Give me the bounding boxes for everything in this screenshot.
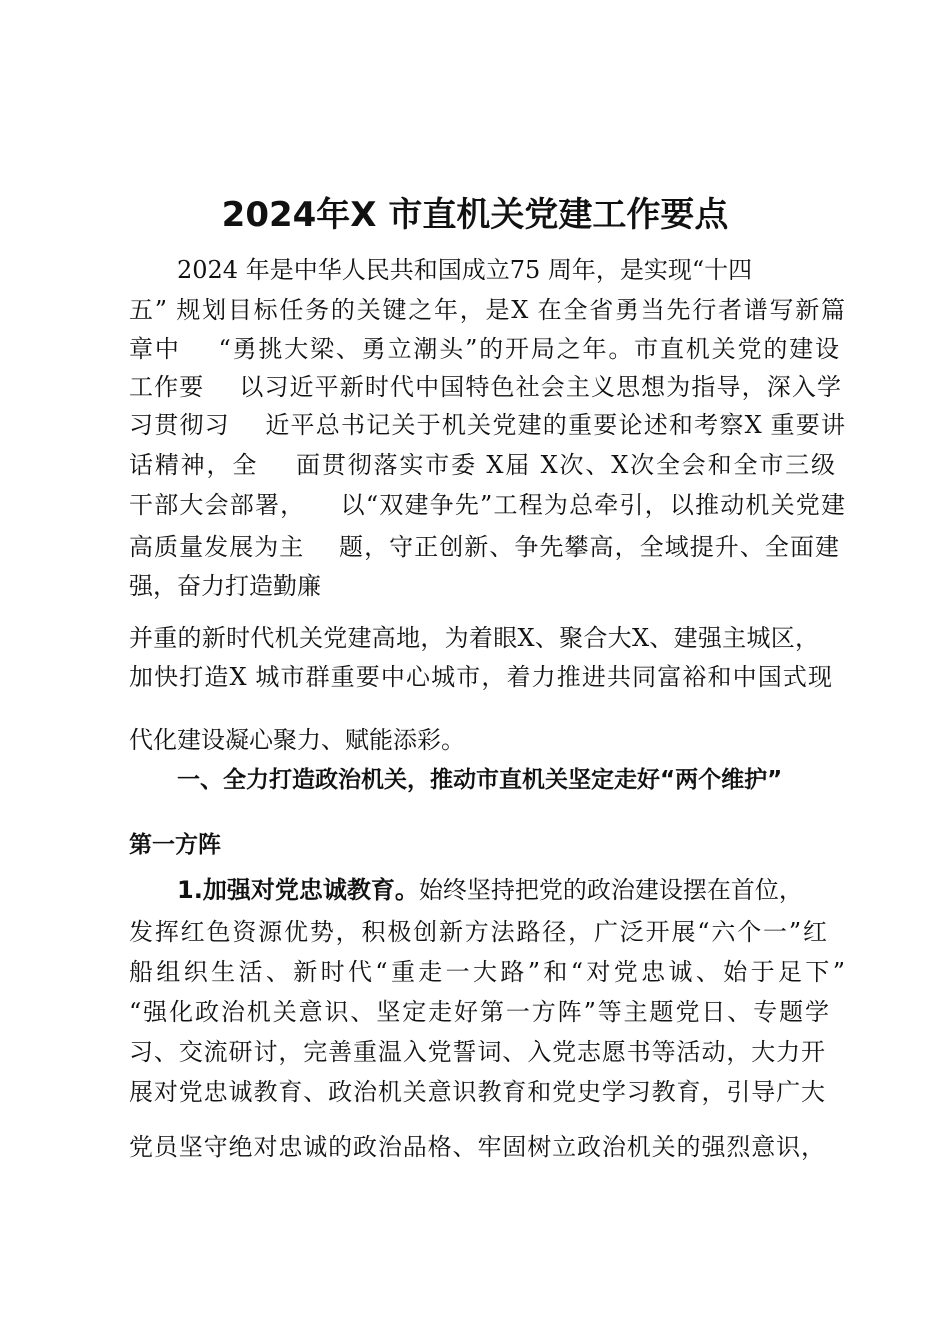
document-title: 2024年X 市直机关党建工作要点: [221, 195, 729, 235]
intro-line: 加快打造X 城市群重要中心城市，着力推进共同富裕和中国式现: [129, 663, 832, 691]
section-heading: 一、全力打造政治机关，推动市直机关坚定走好“两个维护”: [177, 767, 783, 793]
item-first-line-rest: 始终坚持把党的政治建设摆在首位，: [418, 876, 803, 904]
intro-line: 话精神，全 面贯彻落实市委 X届 X次、X次全会和全市三级: [129, 451, 835, 479]
intro-line: 并重的新时代机关党建高地，为着眼X、聚合大X、建强主城区，: [129, 624, 819, 652]
item-line: 习、交流研讨，完善重温入党誓词、入党志愿书等活动，大力开: [129, 1038, 825, 1066]
item-line: 发挥红色资源优势，积极创新方法路径，广泛开展“六个一”红: [129, 918, 827, 946]
intro-line: 工作要 以习近平新时代中国特色社会主义思想为指导，深入学: [129, 373, 841, 401]
section-subheading: 第一方阵: [129, 832, 221, 858]
item-line: 船组织生活、新时代“重走一大路”和“对党忠诚、始于足下”: [129, 958, 845, 986]
item-line: 展对党忠诚教育、政治机关意识教育和党史学习教育，引导广大: [129, 1078, 825, 1106]
item-line: 党员坚守绝对忠诚的政治品格、牢固树立政治机关的强烈意识，: [129, 1133, 825, 1161]
item-line: “强化政治机关意识、坚定走好第一方阵”等主题党日、专题学: [129, 998, 829, 1026]
intro-line: 五” 规划目标任务的关键之年，是X 在全省勇当先行者谱写新篇: [129, 296, 845, 324]
item-lead: 1.加强对党忠诚教育。: [177, 876, 419, 904]
item-first-line: [177, 876, 827, 904]
intro-line: 章中 “勇挑大梁、勇立潮头”的开局之年。市直机关党的建设: [129, 335, 839, 363]
intro-line: 高质量发展为主 题，守正创新、争先攀高，全域提升、全面建: [129, 533, 839, 561]
intro-line: 干部大会部署， 以“双建争先”工程为总牵引，以推动机关党建: [129, 491, 845, 519]
intro-line: 强，奋力打造勤廉: [129, 572, 321, 600]
intro-line: 代化建设凝心聚力、赋能添彩。: [129, 726, 465, 754]
intro-line: 习贯彻习 近平总书记关于机关党建的重要论述和考察X 重要讲: [129, 411, 845, 439]
intro-line: 2024 年是中华人民共和国成立75 周年，是实现“十四: [177, 256, 753, 284]
